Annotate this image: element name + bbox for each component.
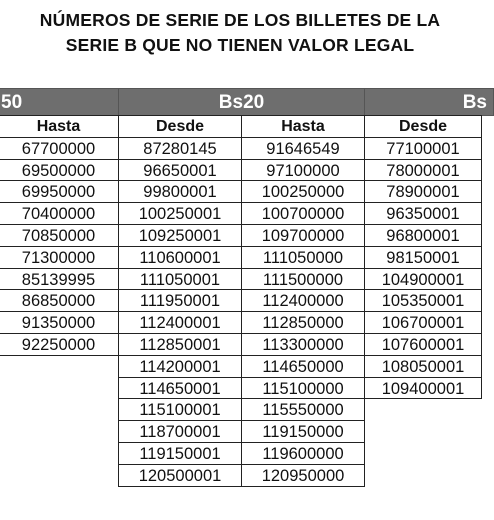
column-next-desde — [364, 116, 482, 399]
column-header-desde: Desde — [118, 115, 242, 138]
serial-cell: 69500000 — [0, 159, 119, 182]
serial-cell: 119150000 — [241, 420, 365, 443]
serial-cell: 114650000 — [241, 355, 365, 378]
serial-cell: 96800001 — [364, 224, 482, 247]
serial-cell: 96650001 — [118, 159, 242, 182]
serial-cell: 67700000 — [0, 137, 119, 160]
serial-cell: 115550000 — [241, 398, 365, 421]
serial-cell: 120950000 — [241, 464, 365, 487]
serial-cell: 111500000 — [241, 268, 365, 291]
serial-cell: 78900001 — [364, 180, 482, 203]
serial-cell: 112400000 — [241, 289, 365, 312]
serial-cell: 112850001 — [118, 333, 242, 356]
serial-cell: 87280145 — [118, 137, 242, 160]
serial-cell: 70400000 — [0, 202, 119, 225]
column-bs20-desde — [118, 116, 242, 487]
serial-cell: 108050001 — [364, 355, 482, 378]
serial-cell: 77100001 — [364, 137, 482, 160]
serial-cell: 109700000 — [241, 224, 365, 247]
title-line-2: SERIE B QUE NO TIENEN VALOR LEGAL — [65, 35, 415, 55]
serial-cell: 78000001 — [364, 159, 482, 182]
serial-cell: 100700000 — [241, 202, 365, 225]
serial-cell: 115100001 — [118, 398, 242, 421]
serial-cell: 112850000 — [241, 311, 365, 334]
band-bs20: Bs20 — [118, 88, 365, 116]
serial-cell: 115100000 — [241, 377, 365, 400]
serial-cell: 69950000 — [0, 180, 119, 203]
serial-cell: 92250000 — [0, 333, 119, 356]
serial-cell: 85139995 — [0, 268, 119, 291]
serial-cell: 96350001 — [364, 202, 482, 225]
serial-cell: 119600000 — [241, 442, 365, 465]
serial-cell: 86850000 — [0, 289, 119, 312]
serial-cell: 99800001 — [118, 180, 242, 203]
page-title — [0, 8, 480, 58]
serial-cell: 111950001 — [118, 289, 242, 312]
serial-cell: 91646549 — [241, 137, 365, 160]
column-bs50-hasta — [0, 116, 119, 356]
serial-cell: 98150001 — [364, 246, 482, 269]
serial-cell: 97100000 — [241, 159, 365, 182]
serial-cell: 100250000 — [241, 180, 365, 203]
serial-cell: 105350001 — [364, 289, 482, 312]
serial-cell: 106700001 — [364, 311, 482, 334]
serial-cell: 100250001 — [118, 202, 242, 225]
column-header-hasta: Hasta — [0, 115, 119, 138]
serial-cell: 110600001 — [118, 246, 242, 269]
serial-cell: 119150001 — [118, 442, 242, 465]
serial-cell: 109400001 — [364, 377, 482, 400]
serial-cell: 107600001 — [364, 333, 482, 356]
serial-cell: 104900001 — [364, 268, 482, 291]
serial-cell: 70850000 — [0, 224, 119, 247]
serial-cell: 91350000 — [0, 311, 119, 334]
column-header-hasta: Hasta — [241, 115, 365, 138]
band-bs50: 50 — [0, 88, 119, 116]
serial-cell: 112400001 — [118, 311, 242, 334]
serial-cell: 120500001 — [118, 464, 242, 487]
serial-cell: 71300000 — [0, 246, 119, 269]
serial-cell: 114650001 — [118, 377, 242, 400]
serial-cell: 118700001 — [118, 420, 242, 443]
serial-cell: 114200001 — [118, 355, 242, 378]
column-bs20-hasta — [241, 116, 365, 487]
serial-cell: 113300000 — [241, 333, 365, 356]
title-line-1: NÚMEROS DE SERIE DE LOS BILLETES DE LA — [39, 10, 441, 30]
column-header-desde: Desde — [364, 115, 482, 138]
serial-cell: 109250001 — [118, 224, 242, 247]
serial-cell: 111050001 — [118, 268, 242, 291]
serial-cell: 111050000 — [241, 246, 365, 269]
band-next: Bs — [364, 88, 494, 116]
